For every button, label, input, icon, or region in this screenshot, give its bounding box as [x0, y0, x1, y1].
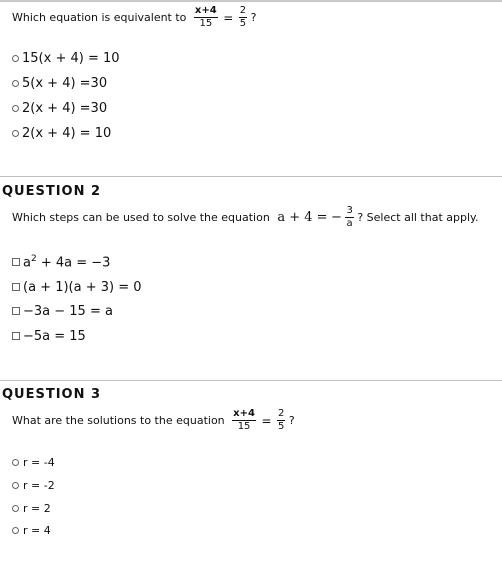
checkbox[interactable]: [12, 307, 20, 315]
q1-option-2[interactable]: [12, 74, 107, 92]
radio-button[interactable]: [12, 130, 19, 137]
question-2-prompt: [12, 206, 478, 229]
question-1-prompt: [12, 6, 257, 29]
question-2-prompt-suffix: ? Select all that apply.: [357, 211, 479, 224]
question-mark: ?: [250, 11, 257, 24]
q1-option-1[interactable]: [12, 49, 120, 67]
fraction-numerator: 2: [278, 408, 285, 419]
q1-option-1-label: 15(x + 4) = 10: [22, 50, 120, 66]
question-3-prompt-text: What are the solutions to the equation: [12, 414, 225, 427]
fraction-numerator: x+4: [194, 5, 217, 16]
question-3-fraction-right: [277, 409, 285, 432]
fraction-denominator: 5: [239, 18, 247, 29]
q2-option-2-label: (a + 1)(a + 3) = 0: [23, 279, 142, 295]
q1-option-4-label: 2(x + 4) = 10: [22, 125, 112, 141]
q3-option-3[interactable]: [12, 499, 51, 517]
fraction-denominator: 5: [278, 421, 285, 432]
equals-sign: =: [223, 10, 234, 25]
radio-button[interactable]: [12, 527, 19, 534]
q2-option-1-label: [23, 254, 110, 270]
q2-option-3-label: −3a − 15 = a: [23, 303, 113, 319]
question-1-prompt-text: Which equation is equivalent to: [12, 11, 187, 24]
checkbox[interactable]: [12, 283, 20, 291]
radio-button[interactable]: [12, 80, 19, 87]
question-2-prompt-text: Which steps can be used to solve the equation: [12, 211, 270, 224]
radio-button[interactable]: [12, 105, 19, 112]
fraction-denominator: 15: [199, 18, 213, 29]
checkbox[interactable]: [12, 332, 20, 340]
base-variable: a: [23, 255, 31, 271]
option-rest: + 4a = −3: [36, 255, 111, 271]
q3-option-1-label: r = -4: [23, 455, 55, 469]
q2-option-4[interactable]: [12, 327, 86, 345]
q1-option-3[interactable]: [12, 99, 107, 117]
minus-sign: −: [331, 210, 342, 225]
question-1-fraction-left: [194, 6, 218, 29]
q1-option-4[interactable]: [12, 124, 111, 142]
q3-option-1[interactable]: [12, 453, 55, 471]
question-2-fraction: [345, 206, 353, 229]
fraction-denominator: a: [346, 218, 353, 229]
q2-option-2[interactable]: [12, 278, 142, 296]
q2-option-3[interactable]: [12, 302, 113, 320]
fraction-numerator: 2: [239, 5, 247, 16]
fraction-denominator: 15: [237, 421, 251, 432]
equation-lhs: a + 4 =: [277, 210, 328, 225]
exponent: 2: [30, 253, 37, 264]
question-3-header: QUESTION 3: [2, 387, 102, 402]
question-3-fraction-left: [232, 409, 256, 432]
question-1-fraction-right: [239, 6, 247, 29]
fraction-numerator: 3: [346, 205, 353, 216]
equals-sign: =: [261, 413, 272, 428]
q2-option-4-label: −5a = 15: [23, 328, 86, 344]
q3-option-2[interactable]: [12, 476, 55, 494]
section-divider: [0, 176, 502, 177]
question-3-prompt: [12, 409, 295, 432]
q2-option-1[interactable]: [12, 253, 110, 271]
q3-option-4[interactable]: [12, 521, 51, 539]
q3-option-2-label: r = -2: [23, 478, 55, 492]
radio-button[interactable]: [12, 55, 19, 62]
question-2-header: QUESTION 2: [2, 184, 102, 199]
q3-option-3-label: r = 2: [23, 501, 51, 515]
top-divider: [0, 0, 502, 2]
q1-option-2-label: 5(x + 4) =30: [22, 75, 108, 91]
q3-option-4-label: r = 4: [23, 523, 51, 537]
radio-button[interactable]: [12, 459, 19, 466]
checkbox[interactable]: [12, 258, 20, 266]
question-mark: ?: [288, 414, 295, 427]
q1-option-3-label: 2(x + 4) =30: [22, 100, 108, 116]
fraction-numerator: x+4: [233, 408, 255, 419]
section-divider: [0, 380, 502, 381]
radio-button[interactable]: [12, 482, 19, 489]
radio-button[interactable]: [12, 505, 19, 512]
